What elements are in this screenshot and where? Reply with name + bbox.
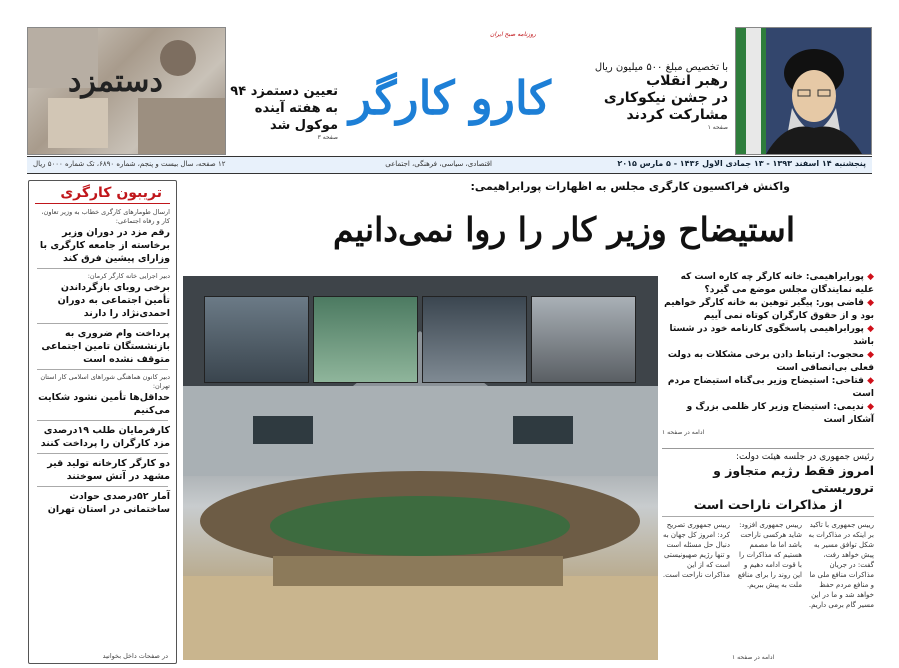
portrait-illustration [736, 28, 871, 154]
right-teaser[interactable] [565, 62, 728, 131]
wage-collage-image [27, 27, 226, 155]
bullet-item[interactable] [662, 323, 874, 348]
logo-text: کارو کارگر [349, 71, 551, 125]
bullet-icon: ◆ [867, 298, 874, 308]
bullet-icon: ◆ [867, 350, 874, 360]
left-teaser-line2: به هفته آینده [254, 101, 338, 116]
bullet-text: محجوب: ارتباط دادن برخی مشکلات به دولت فعلی بی‌انصافی است [667, 350, 874, 373]
newspaper-logo [340, 25, 565, 155]
sidebar-item-headline: آمار ۵۲درصدی حوادث ساختمانی در استان تهران [47, 491, 170, 515]
left-teaser-page: صفحه ۳ [317, 134, 338, 141]
inset-photo-2 [313, 296, 418, 383]
sidebar-item[interactable] [29, 272, 176, 320]
right-teaser-kicker: با تخصیص مبلغ ۵۰۰ میلیون ریال [594, 62, 728, 73]
sidebar-item-headline: دو کارگر کارخانه تولید قیر مشهد در آتش سوختند [47, 458, 170, 482]
main-more[interactable]: ادامه در صفحه ۱ [662, 429, 705, 436]
main-kicker: واکنش فراکسیون کارگری مجلس به اظهارات پورابراهیمی: [470, 180, 790, 193]
info-issue: ۱۲ صفحه، سال بیست و پنجم، شماره ۶۸۹۰، تک شماره ۵۰۰۰ ریال [33, 160, 226, 168]
bullet-text: پورابراهیمی: خانه کارگر چه کاره است که علیه نمایندگان مجلس موضع می گیرد؟ [680, 272, 874, 295]
bullet-text: ندیمی: استیضاح وزیر کار ظلمی بزرگ و آشکار است [686, 402, 874, 425]
main-headline[interactable]: استیضاح وزیر کار را روا نمی‌دانیم [333, 210, 795, 249]
second-more[interactable]: ادامه در صفحه ۱ [732, 654, 775, 661]
sidebar-item-kicker: ارسال طومارهای کارگری خطاب به وزیر تعاون، کار و رفاه اجتماعی: [41, 208, 170, 225]
sidebar-title: تریبون کارگری [35, 181, 170, 204]
bullet-icon: ◆ [867, 376, 874, 386]
bullet-text: قاضی پور: پیگیر توهین به خانه کارگر خواهیم بود و از حقوق کارگران کوتاه نمی آییم [664, 298, 874, 321]
inset-photo-3 [422, 296, 527, 383]
logo-subtitle: روزنامه صبح ایران [490, 31, 536, 38]
sidebar-item-kicker: دبیر کانون هماهنگی شوراهای اسلامی کار استان تهران: [40, 373, 170, 390]
sidebar-item-kicker: دبیر اجرایی خانه کارگر کرمان: [87, 272, 170, 280]
leader-photo [735, 27, 872, 155]
second-col-3: رییس جمهوری تصریح کرد: امروز کل جهان به دنبال حل مسئله است و تنها رژیم صهیونیستی است که از این مذاکرات ناراحت است. [662, 521, 730, 579]
sidebar-item-headline: حداقل‌ها تأمین نشود شکایت می‌کنیم [38, 392, 170, 416]
left-teaser-line1: تعیین دستمزد ۹۴ [230, 84, 338, 99]
left-teaser-line3: موکول شد [269, 118, 338, 133]
inset-photo-4 [531, 296, 636, 383]
right-teaser-line3: مشارکت کردند [626, 107, 728, 123]
sidebar-tribune [28, 180, 177, 664]
collage-text: دستمزد [68, 64, 163, 99]
second-story [662, 448, 874, 661]
sidebar-item[interactable] [29, 490, 176, 516]
bullet-item[interactable] [662, 297, 874, 322]
sidebar-item[interactable] [29, 373, 176, 417]
bullet-item[interactable] [662, 271, 874, 296]
main-bullets [662, 271, 874, 440]
left-teaser[interactable] [228, 83, 338, 141]
bullet-icon: ◆ [867, 324, 874, 334]
sidebar-item[interactable] [29, 457, 176, 483]
right-teaser-line2: در جشن نیکوکاری [603, 90, 728, 106]
bullet-icon: ◆ [867, 272, 874, 282]
sidebar-item-headline: برخی رویای بازگرداندن تأمین اجتماعی به دوران احمدی‌نژاد را دارند [57, 282, 170, 319]
bullet-item[interactable] [662, 401, 874, 426]
info-bar [27, 156, 872, 174]
second-col-2: رییس جمهوری افزود: شاید هرکسی ناراحت باشد اما ما مصمم هستیم که مذاکرات را با قوت ادامه دهیم و این روند را برای منافع ملت به پیش ببریم. [737, 521, 802, 589]
info-date: پنجشنبه ۱۴ اسفند ۱۳۹۳ - ۱۳ جمادی الاول ۱۴۳۶ - ۵ مارس ۲۰۱۵ [617, 159, 866, 168]
second-kicker: رئیس جمهوری در جلسه هیئت دولت: [735, 452, 874, 462]
sidebar-footer: در صفحات داخل بخوانید [102, 652, 168, 660]
bullet-item[interactable] [662, 375, 874, 400]
right-teaser-line1: رهبر انقلاب [646, 73, 728, 89]
second-headline-2[interactable]: از مذاکرات ناراحت است [693, 497, 843, 512]
right-teaser-page: صفحه ۱ [707, 124, 728, 131]
bullet-item[interactable] [662, 349, 874, 374]
bullet-icon: ◆ [867, 402, 874, 412]
info-topics: اقتصادی، سیاسی، فرهنگی، اجتماعی [385, 160, 492, 168]
inset-photo-1 [204, 296, 309, 383]
second-col-1: رییس جمهوری با تاکید بر اینکه در مذاکرات به شکل توافق مسیر به پیش خواهد رفت، گفت: در جریان مذاکرات منافع ملی ما و منافع مردم حفظ خواهد شد و ما در این مسیر گام برمی داریم. [808, 521, 874, 609]
bullet-text: فتاحی: استیضاح وزیر بی‌گناه استیضاح مردم است [667, 376, 874, 399]
sidebar-item[interactable] [29, 204, 176, 265]
sidebar-item-headline: رقم مزد در دوران وزیر برخاسته از جامعه کارگری با وزارای پیشین فرق کند [39, 227, 170, 264]
sidebar-item[interactable] [29, 327, 176, 366]
sidebar-item-headline: کارفرمایان طلب ۱۹درصدی مزد کارگران را پرداخت کنند [40, 425, 170, 449]
second-headline-1[interactable]: امروز فقط رژیم متجاوز و تروریستی [713, 463, 874, 495]
sidebar-item[interactable] [29, 424, 176, 450]
bullet-text: پورابراهیمی پاسخگوی کارنامه خود در شستا باشد [669, 324, 874, 347]
sidebar-item-headline: پرداخت وام ضروری به بازنشستگان تامین اجتماعی متوقف نشده است [41, 328, 170, 365]
